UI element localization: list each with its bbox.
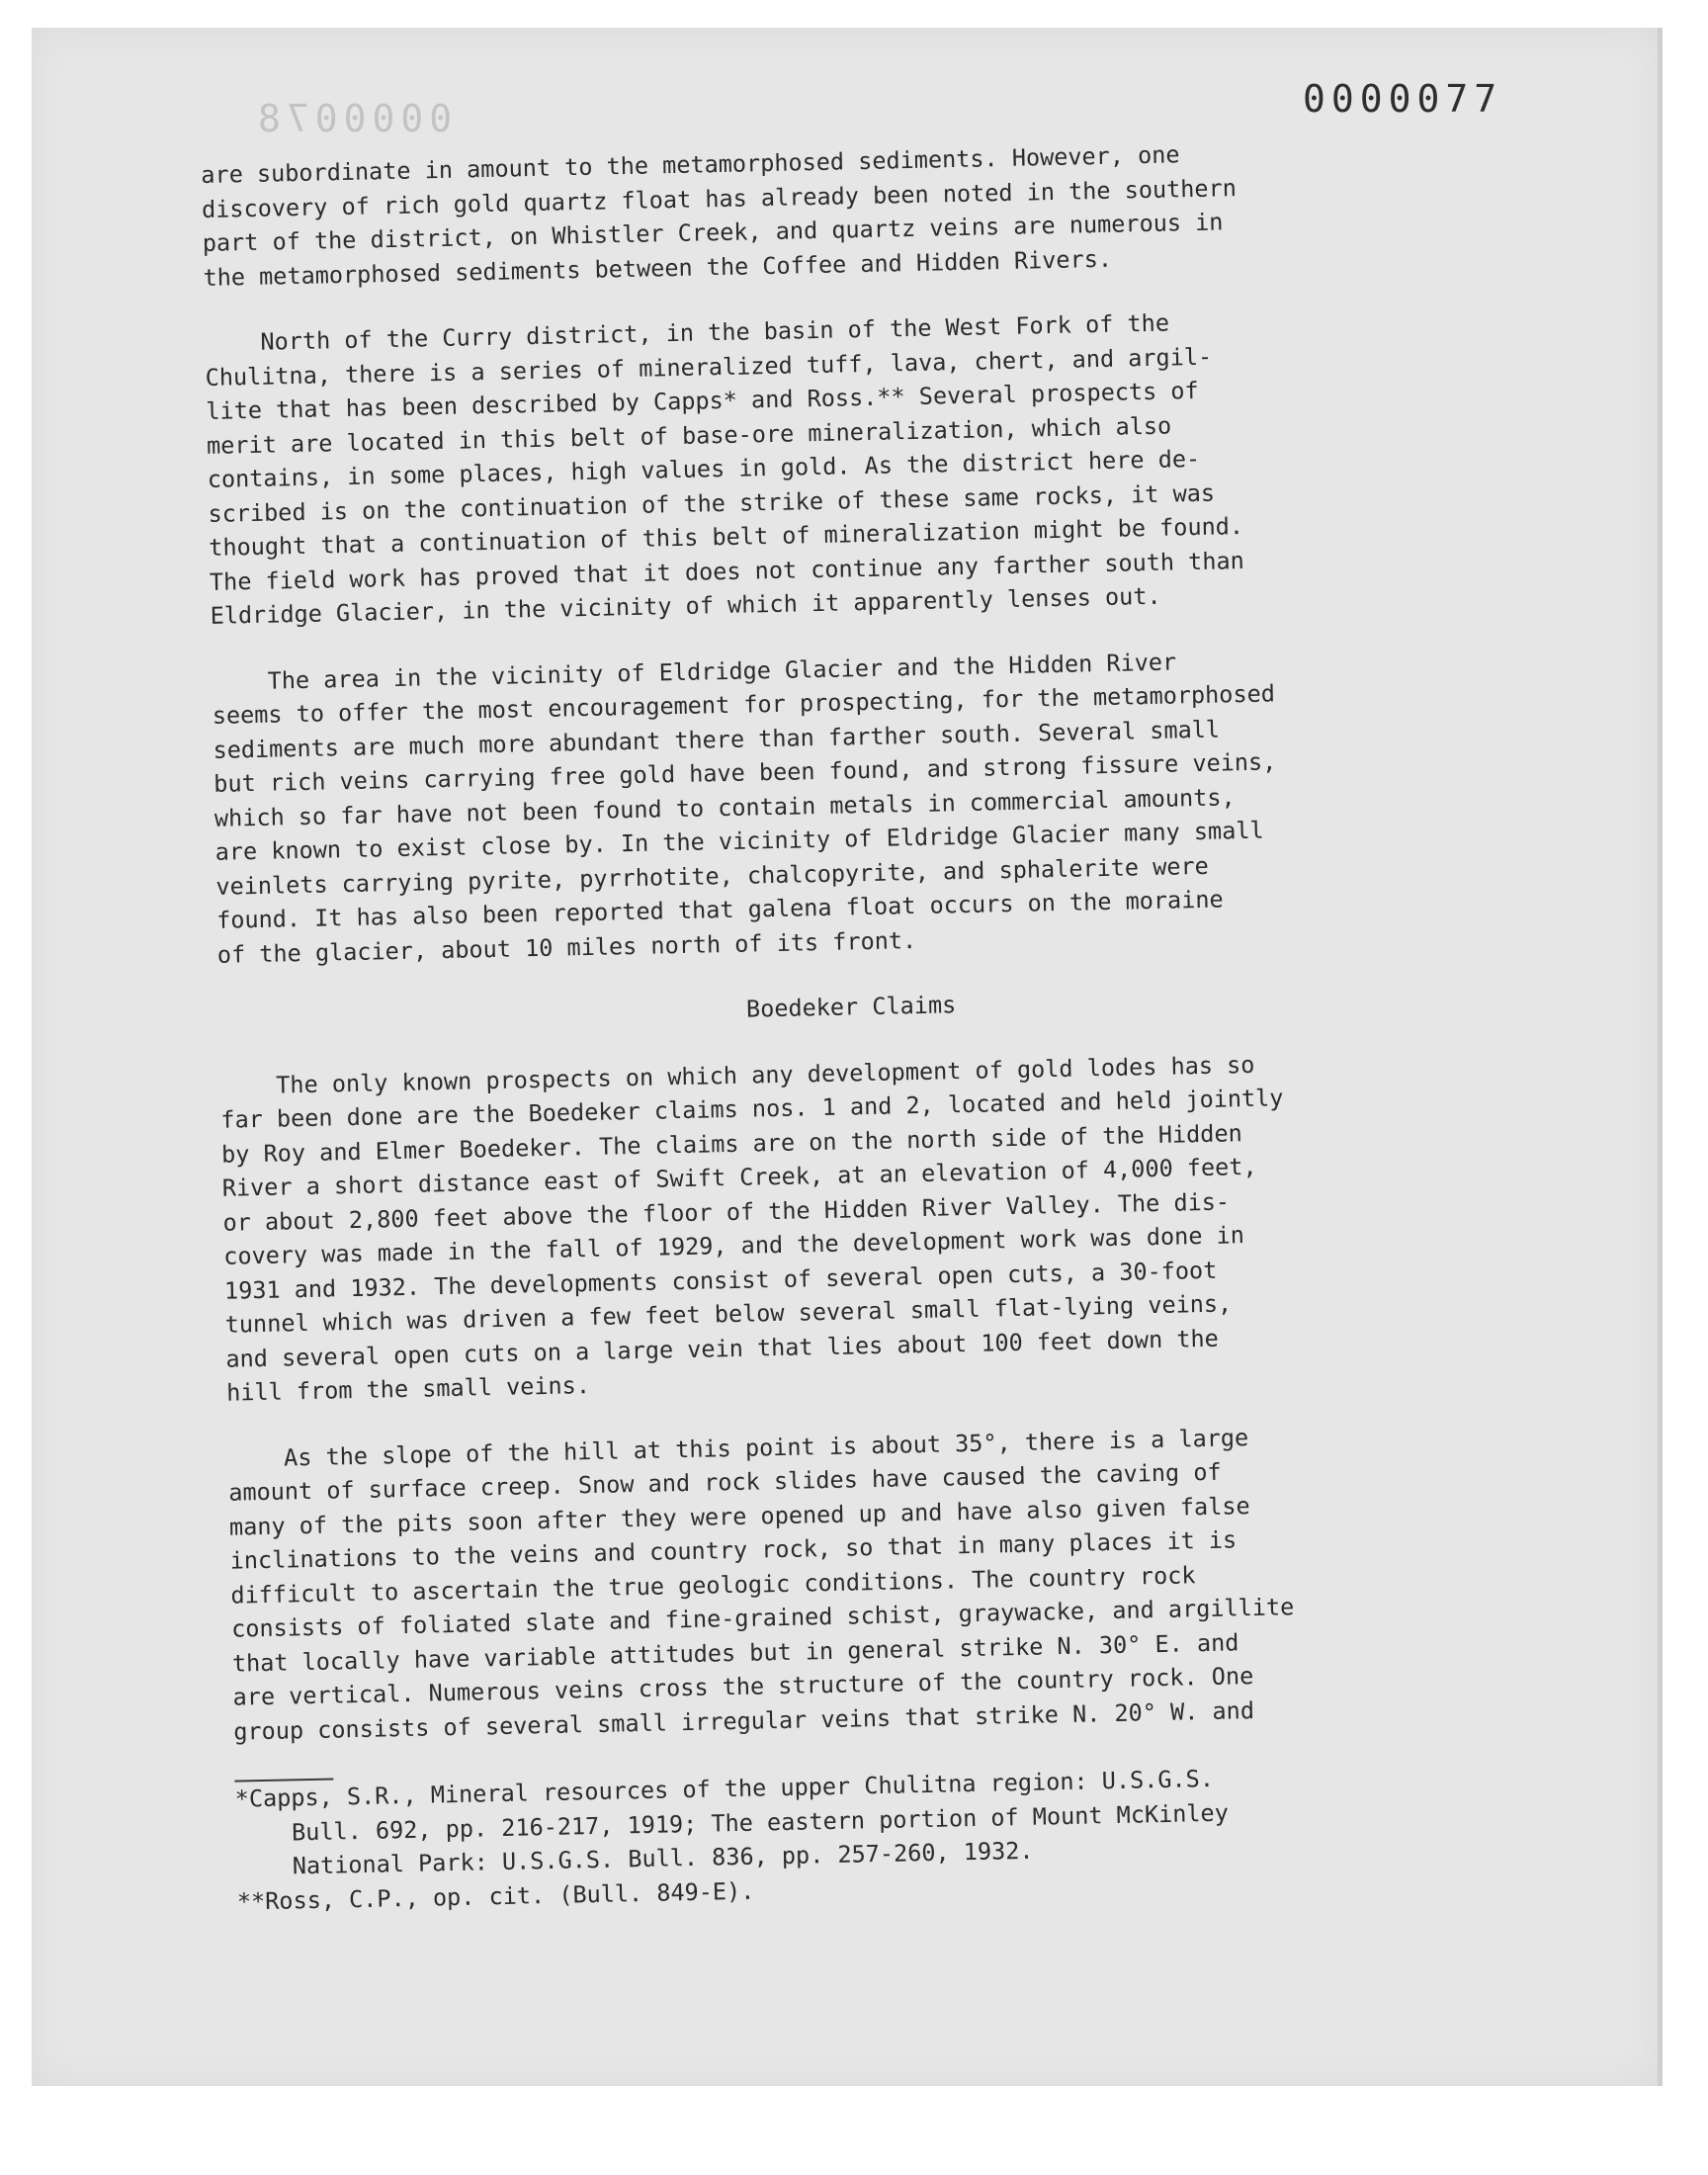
footnote: **Ross, C.P., op. cit. (Bull. 849-E). — [236, 1876, 755, 1916]
paragraph: are subordinate in amount to the metamorphosed sediments. However, one discovery of rich gold quartz float has already been noted in the southern part of the district, on Whistler Creek, and quartz veins are numerous in the metamorphosed sediments between the Coffee and Hidden Rivers. — [201, 140, 1238, 292]
document-body — [201, 131, 1502, 1918]
footnote: *Capps, S.R., Mineral resources of the upper Chulitna region: U.S.G.S. Bull. 692, pp. 216-217, 1919; The eastern portion of Mount McKinley National Park: U.S.G.S. Bull. 836, pp. 257-260, 1932. — [234, 1764, 1230, 1881]
page-number: 0000077 — [1303, 77, 1503, 121]
paragraph: North of the Curry district, in the basin of the West Fork of the Chulitna, there is a series of mineralized tuff, lava, chert, and argil- lite that has been described by Capps* and Ross.** Several prospects of merit are located in this belt of base-ore mineralization, which also contains, in some places, high values in gold. As the district here de- scribed is on the continuation of the strike of these same rocks, it was thought that a continuation of this belt of mineralization might be found. The field work has proved that it does not continue any farther south than Eldridge Glacier, in the vicinity of which it apparently lenses out. — [204, 308, 1245, 630]
paragraph: As the slope of the hill at this point is about 35°, there is a large amount of surface creep. Snow and rock slides have caused the caving of many of the pits soon after they were opened up and have also given false inclinations to the veins and country rock, so that in many places it is difficult to ascertain the true geologic conditions. The country rock consists of foliated slate and fine-grained schist, graywacke, and argillite that locally have variable attitudes but in general strike N. 30° E. and are vertical. Numerous veins cross the structure of the country rock. One group consists of several small irregular veins that strike N. 20° W. and — [227, 1423, 1295, 1746]
section-heading: Boedeker Claims — [745, 991, 957, 1023]
paragraph: The only known prospects on which any development of gold lodes has so far been done are the Boedeker claims nos. 1 and 2, located and held jointly by Roy and Elmer Boedeker. The claims are on the north side of the Hidden River a short distance east of Swift Creek, at an elevation of 4,000 feet, or about 2,800 feet above the floor of the Hidden River Valley. The dis- covery was made in the fall of 1929, and the development work was done in 1931 and 1932. The developments consist of several open cuts, a 30-foot tunnel which was driven a few feet below several small flat-lying veins, and several open cuts on a large vein that lies about 100 feet down the hill from the small veins. — [219, 1050, 1284, 1407]
paragraph: The area in the vicinity of Eldridge Glacier and the Hidden River seems to offer the most encouragement for prospecting, for the metamorphosed sediments are much more abundant there than farther south. Several small but rich veins carrying free gold have been found, and strong fissure veins, which so far have not been found to contain metals in commercial amounts, are known to exist close by. In the vicinity of Eldridge Glacier many small veinlets carrying pyrite, pyrrhotite, chalcopyrite, and sphalerite were found. It has also been reported that galena float occurs on the moraine of the glacier, about 10 miles north of its front. — [211, 647, 1277, 969]
page-edge — [1658, 28, 1663, 2086]
page-number-bleed-through: 0000078 — [252, 97, 453, 140]
